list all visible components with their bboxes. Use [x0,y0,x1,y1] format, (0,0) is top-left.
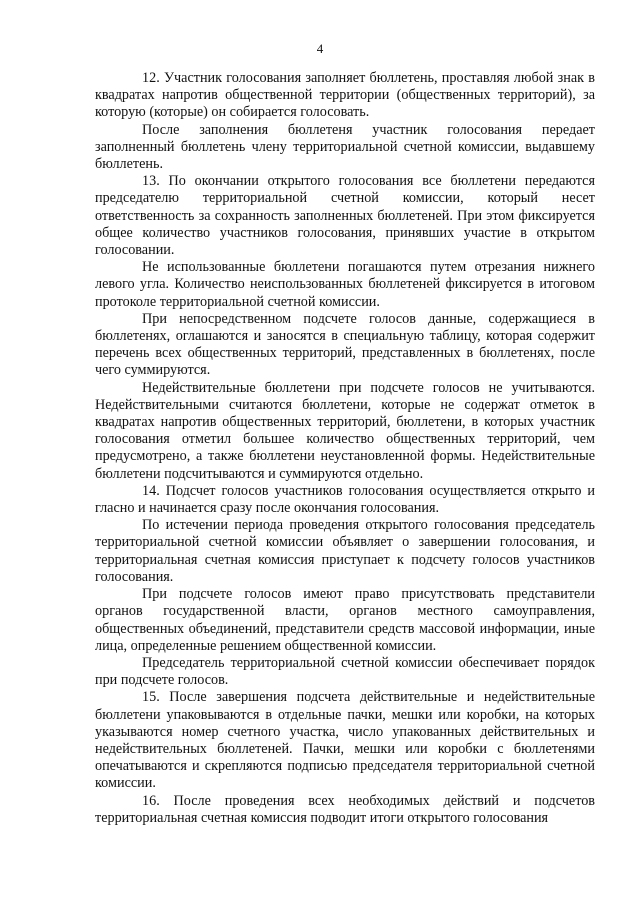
paragraph-13: 13. По окончании открытого голосования все бюллетени передаются председателю территориальной счетной комиссии, который несет ответственность за сохранность заполненных бюллетеней. При этом фиксируется общее количество участников голосования, принявших участие в открытом голосовании. [95,173,595,259]
page-number: 4 [316,41,324,56]
paragraph-unused-ballots: Не использованные бюллетени погашаются путем отрезания нижнего левого угла. Количество неиспользованных бюллетеней фиксируется в итоговом протоколе территориальной счетной комиссии. [95,259,595,310]
paragraph-12: 12. Участник голосования заполняет бюллетень, проставляя любой знак в квадратах напротив общественной территории (общественных территорий), за которую (которые) он собирается голосовать. [95,70,595,121]
paragraph-observers: При подсчете голосов имеют право присутствовать представители органов государственной власти, органов местного самоуправления, общественных объединений, представители средств массовой информации, иные лица, определенные решением общественной комиссии. [95,586,595,654]
paragraph-voting-end: По истечении периода проведения открытого голосования председатель территориальной счетной комиссии объявляет о завершении голосования, и территориальная счетная комиссия приступает к подсчету голосов участников голосования. [95,517,595,585]
paragraph-15: 15. После завершения подсчета действительные и недействительные бюллетени упаковываются в отдельные пачки, мешки или коробки, на которых указываются номер счетного участка, число упакованных действительных и недействительных бюллетеней. Пачки, мешки или коробки с бюллетенями опечатываются и скрепляются подписью председателя территориальной счетной комиссии. [95,689,595,792]
paragraph-chairman-order: Председатель территориальной счетной комиссии обеспечивает порядок при подсчете голосов. [95,654,595,689]
paragraph-invalid-ballots: Недействительные бюллетени при подсчете голосов не учитываются. Недействительными считаются бюллетени, которые не содержат отметок в квадратах напротив общественных территорий, бюллетени, в которых участник голосования отметил большее количество общественных территорий, чем предусмотрено, а также бюллетени неустановленной формы. Недействительные бюллетени подсчитываются и суммируются отдельно. [95,379,595,482]
paragraph-direct-count: При непосредственном подсчете голосов данные, содержащиеся в бюллетенях, оглашаются и заносятся в специальную таблицу, которая содержит перечень всех общественных территорий, представленных в бюллетенях, после чего суммируются. [95,310,595,379]
document-body [95,70,595,827]
paragraph-14: 14. Подсчет голосов участников голосования осуществляется открыто и гласно и начинается сразу после окончания голосования. [95,482,595,517]
paragraph-after-filling: После заполнения бюллетеня участник голосования передает заполненный бюллетень члену территориальной счетной комиссии, выдавшему бюллетень. [95,121,595,173]
paragraph-16: 16. После проведения всех необходимых действий и подсчетов территориальная счетная комиссия подводит итоги открытого голосования [95,792,595,826]
